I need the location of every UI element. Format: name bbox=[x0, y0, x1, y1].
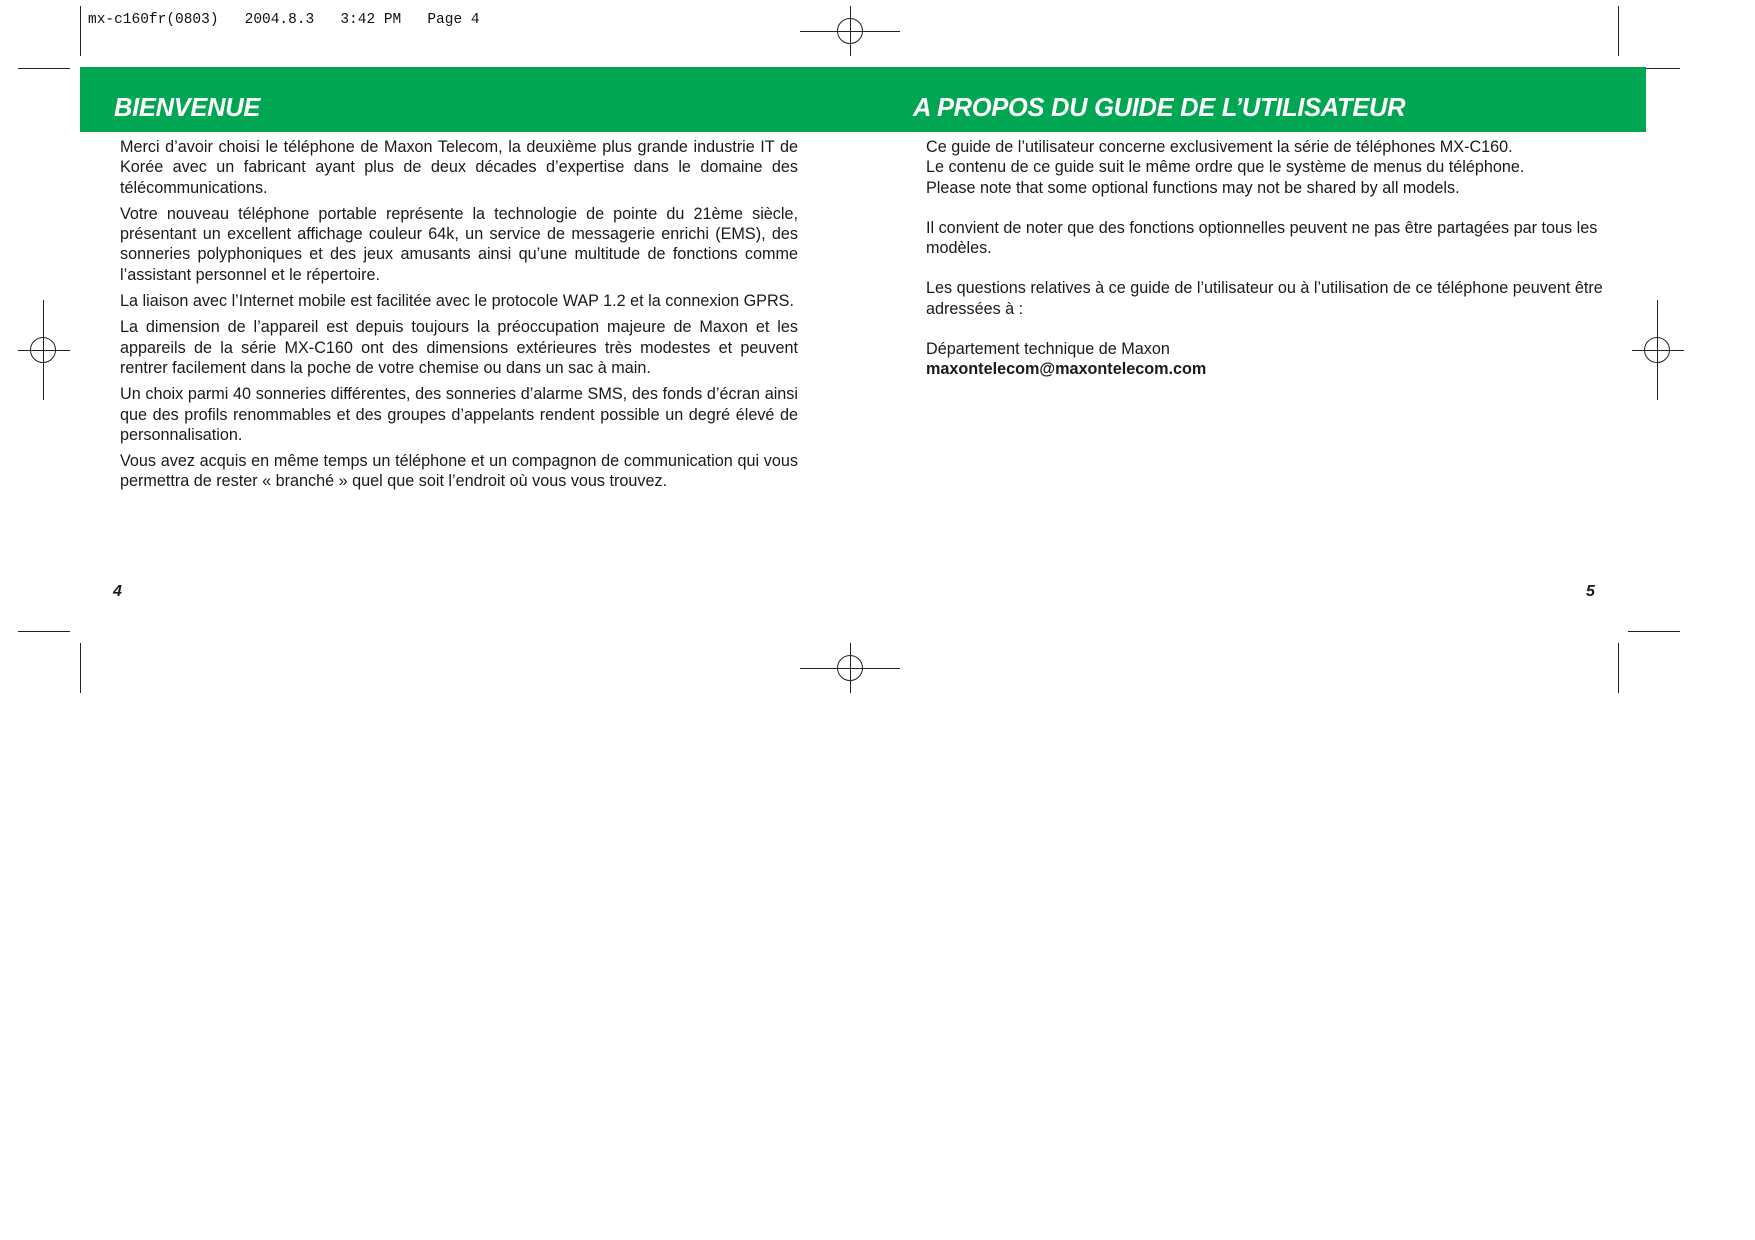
header-band bbox=[80, 67, 1646, 132]
crop-mark bbox=[1618, 6, 1619, 56]
paragraph: La dimension de l’appareil est depuis toujours la préoccupation majeure de Maxon et les appareils de la série MX-C160 ont des dimensions extérieures très modestes et peuvent rentrer facilement dans la poche de votre chemise ou dans un sac à main. bbox=[120, 318, 798, 377]
optional-functions-note: Il convient de noter que des fonctions optionnelles peuvent ne pas être partagées par tous les modèles. bbox=[926, 218, 1598, 258]
paragraph: Merci d’avoir choisi le téléphone de Maxon Telecom, la deuxième plus grande industrie IT de Korée avec un fabricant ayant plus de deux décades d’expertise dans le domaine des télécommunications. bbox=[120, 138, 798, 197]
print-slug: mx-c160fr(0803) 2004.8.3 3:42 PM Page 4 bbox=[88, 12, 480, 28]
crop-mark bbox=[18, 631, 70, 632]
right-page-body bbox=[926, 137, 1616, 400]
intro-line: Please note that some optional functions may not be shared by all models. bbox=[926, 178, 1460, 197]
left-page-number: 4 bbox=[113, 583, 122, 600]
contact-block bbox=[926, 339, 1616, 380]
contact-email: maxontelecom@maxontelecom.com bbox=[926, 360, 1207, 379]
crop-mark bbox=[80, 643, 81, 693]
left-page-body bbox=[120, 137, 798, 498]
left-page-heading: BIENVENUE bbox=[114, 94, 261, 122]
paragraph: Votre nouveau téléphone portable représente la technologie de pointe du 21ème siècle, présentant un excellent affichage couleur 64k, un service de messagerie enrichi (EMS), des sonneries polyphoniques et des jeux amusants ainsi qu’une multitude de fonctions comme l’assistant personnel et le répertoire. bbox=[120, 204, 798, 284]
contact-department: Département technique de Maxon bbox=[926, 340, 1170, 359]
paragraph: Vous avez acquis en même temps un téléphone et un compagnon de communication qui vous permettra de rester « branché » quel que soit l’endroit où vous vous trouvez. bbox=[120, 452, 798, 491]
crop-mark bbox=[80, 6, 81, 56]
paragraph: Un choix parmi 40 sonneries différentes, des sonneries d’alarme SMS, des fonds d’écran ainsi que des profils renommables et des groupes d’appelants rendent possible un degré élevé de personnalisation. bbox=[120, 385, 798, 444]
questions-paragraph: Les questions relatives à ce guide de l’utilisateur ou à l’utilisation de ce téléphone peuvent être adressées à : bbox=[926, 279, 1603, 318]
intro-line: Le contenu de ce guide suit le même ordre que le système de menus du téléphone. bbox=[926, 158, 1525, 177]
right-page-heading: A PROPOS DU GUIDE DE L’UTILISATEUR bbox=[913, 94, 1406, 122]
crop-mark bbox=[1628, 631, 1680, 632]
right-page-number: 5 bbox=[1586, 583, 1595, 600]
paragraph: La liaison avec l’Internet mobile est facilitée avec le protocole WAP 1.2 et la connexion GPRS. bbox=[120, 292, 794, 311]
crop-mark bbox=[1618, 643, 1619, 693]
intro-line: Ce guide de l’utilisateur concerne exclusivement la série de téléphones MX-C160. bbox=[926, 138, 1513, 156]
crop-mark bbox=[18, 68, 70, 69]
intro-block bbox=[926, 137, 1616, 198]
